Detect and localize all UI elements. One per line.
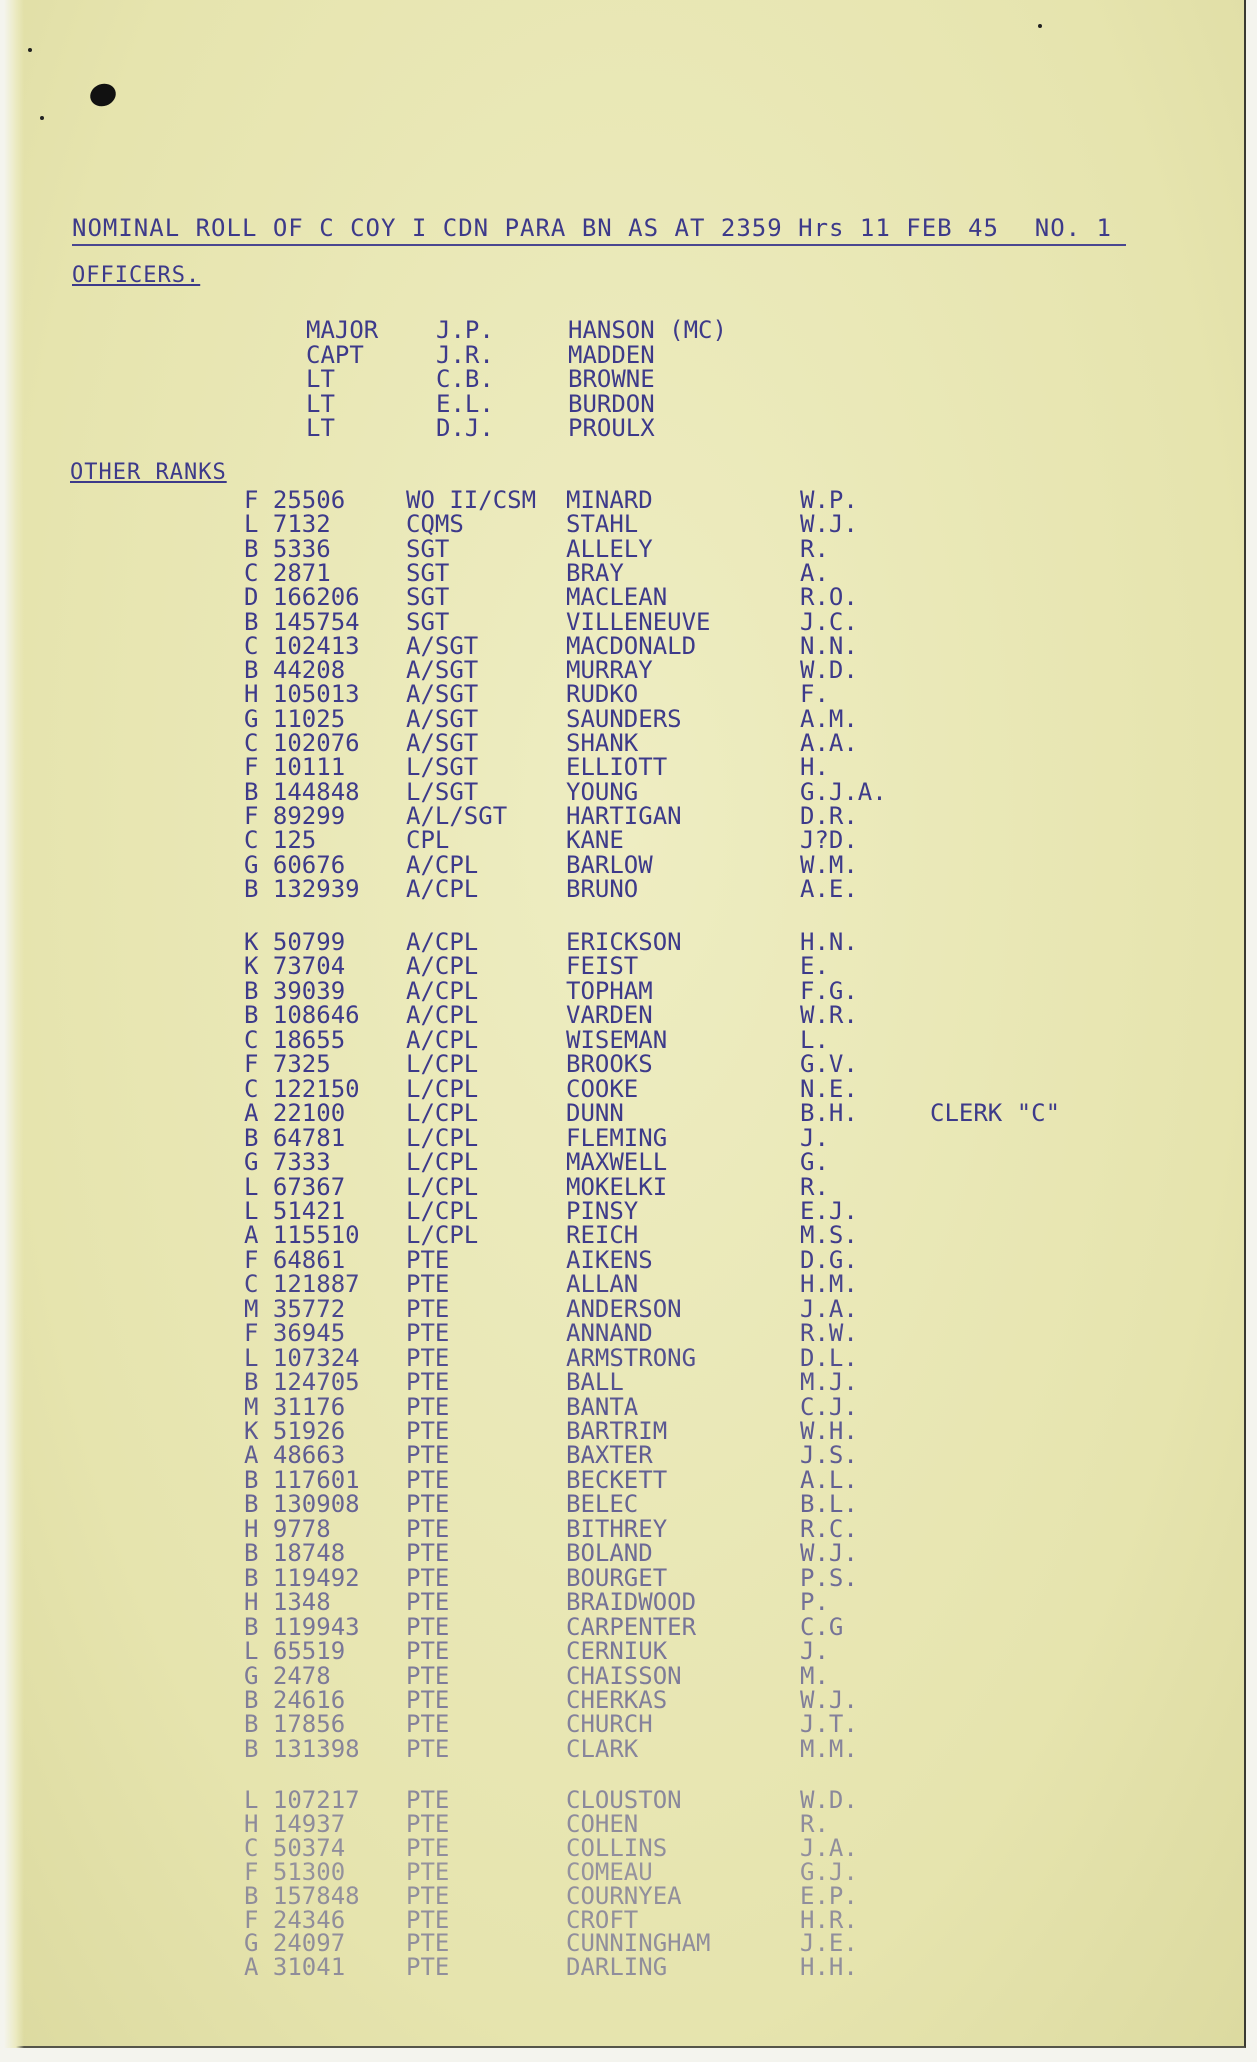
rank: A/CPL xyxy=(406,928,479,956)
rank: A/SGT xyxy=(406,729,479,757)
service-number: L 7132 xyxy=(244,510,331,539)
surname: COOKE xyxy=(566,1074,639,1103)
surname: BROOKS xyxy=(566,1050,653,1079)
page-edge xyxy=(4,0,24,2048)
rank: A/SGT xyxy=(406,656,479,685)
initials: E.P. xyxy=(800,1881,858,1910)
initials: R. xyxy=(800,1172,829,1201)
initials: A. xyxy=(800,558,829,587)
service-number: H 9778 xyxy=(244,1514,331,1543)
surname: ELLIOTT xyxy=(566,753,668,782)
surname: BAXTER xyxy=(566,1441,653,1470)
initials: W.J. xyxy=(800,1685,858,1714)
service-number: B 131398 xyxy=(244,1734,360,1763)
surname: BANTA xyxy=(566,1392,639,1421)
surname: CLOUSTON xyxy=(566,1786,682,1814)
rank: PTE xyxy=(406,1734,450,1763)
rank: PTE xyxy=(406,1368,450,1397)
officer-initials: C.B. xyxy=(436,365,494,393)
service-number: K 50799 xyxy=(244,928,346,956)
surname: PINSY xyxy=(566,1196,639,1225)
service-number: C 122150 xyxy=(244,1074,360,1103)
service-number: B 17856 xyxy=(244,1710,346,1739)
surname: STAHL xyxy=(566,510,639,539)
rank: SGT xyxy=(406,558,450,587)
service-number: C 102076 xyxy=(244,729,360,757)
initials: N.E. xyxy=(800,1074,858,1103)
surname: ALLELY xyxy=(566,534,653,563)
service-number: F 25506 xyxy=(244,486,346,514)
service-number: B 132939 xyxy=(244,874,360,903)
officer-rank: LT xyxy=(306,389,335,418)
rank: PTE xyxy=(406,1637,450,1666)
initials: J. xyxy=(800,1637,829,1666)
initials: C.J. xyxy=(800,1392,858,1421)
surname: BOLAND xyxy=(566,1539,653,1568)
initials: W.H. xyxy=(800,1417,858,1445)
service-number: M 35772 xyxy=(244,1294,346,1323)
rank: A/L/SGT xyxy=(406,801,508,830)
officer-rank: MAJOR xyxy=(306,316,379,344)
service-number: A 31041 xyxy=(244,1953,346,1982)
rank: L/CPL xyxy=(406,1123,479,1152)
initials: D.G. xyxy=(800,1245,858,1274)
initials: G.V. xyxy=(800,1050,858,1079)
speck xyxy=(1038,24,1042,28)
surname: FEIST xyxy=(566,952,639,981)
service-number: K 51926 xyxy=(244,1417,346,1445)
rank: L/CPL xyxy=(406,1074,479,1103)
initials: W.J. xyxy=(800,1539,858,1568)
officer-rank: LT xyxy=(306,414,335,442)
surname: COMEAU xyxy=(566,1857,653,1886)
rank: CQMS xyxy=(406,510,464,539)
initials: R.C. xyxy=(800,1514,858,1543)
rank: PTE xyxy=(406,1588,450,1617)
initials: M.S. xyxy=(800,1221,858,1250)
rank: PTE xyxy=(406,1809,450,1838)
initials: W.R. xyxy=(800,1001,858,1030)
service-number: M 31176 xyxy=(244,1392,346,1421)
initials: R. xyxy=(800,1809,829,1838)
rank: PTE xyxy=(406,1490,450,1519)
service-number: B 39039 xyxy=(244,976,346,1005)
rank: A/CPL xyxy=(406,976,479,1005)
surname: BARTRIM xyxy=(566,1417,668,1445)
rank: PTE xyxy=(406,1319,450,1348)
service-number: G 24097 xyxy=(244,1929,346,1958)
service-number: F 10111 xyxy=(244,753,346,782)
speck xyxy=(28,48,32,52)
surname: MAXWELL xyxy=(566,1148,668,1177)
surname: DARLING xyxy=(566,1953,668,1982)
rank: L/SGT xyxy=(406,777,479,806)
initials: B.L. xyxy=(800,1490,858,1519)
rank: L/CPL xyxy=(406,1221,479,1250)
initials: M.M. xyxy=(800,1734,858,1763)
initials: B.H. xyxy=(800,1099,858,1128)
service-number: K 73704 xyxy=(244,952,346,981)
surname: CARPENTER xyxy=(566,1612,697,1641)
rank: SGT xyxy=(406,534,450,563)
surname: ANDERSON xyxy=(566,1294,682,1323)
surname: WISEMAN xyxy=(566,1025,668,1054)
surname: COLLINS xyxy=(566,1833,668,1862)
initials: F. xyxy=(800,680,829,709)
service-number: G 2478 xyxy=(244,1661,331,1690)
roll-heading xyxy=(72,214,1126,246)
initials: J.S. xyxy=(800,1441,858,1470)
rank: PTE xyxy=(406,1465,450,1494)
rank: PTE xyxy=(406,1441,450,1470)
initials: E. xyxy=(800,952,829,981)
rank: PTE xyxy=(406,1270,450,1299)
initials: P.S. xyxy=(800,1563,858,1592)
rank: A/SGT xyxy=(406,680,479,709)
service-number: B 5336 xyxy=(244,534,331,563)
rank: PTE xyxy=(406,1661,450,1690)
service-number: B 64781 xyxy=(244,1123,346,1152)
service-number: B 119492 xyxy=(244,1563,360,1592)
initials: D.L. xyxy=(800,1343,858,1372)
service-number: G 7333 xyxy=(244,1148,331,1177)
service-number: B 44208 xyxy=(244,656,346,685)
initials: R. xyxy=(800,534,829,563)
surname: BELEC xyxy=(566,1490,639,1519)
ink-blot xyxy=(87,80,119,110)
initials: R.O. xyxy=(800,583,858,612)
service-number: F 36945 xyxy=(244,1319,346,1348)
service-number: C 125 xyxy=(244,826,317,855)
initials: H.R. xyxy=(800,1905,858,1934)
rank: PTE xyxy=(406,1857,450,1886)
initials: G.J. xyxy=(800,1857,858,1886)
surname: ARMSTRONG xyxy=(566,1343,697,1372)
initials: H.M. xyxy=(800,1270,858,1299)
initials: H.H. xyxy=(800,1953,858,1982)
service-number: L 51421 xyxy=(244,1196,346,1225)
rank: L/CPL xyxy=(406,1148,479,1177)
surname: BECKETT xyxy=(566,1465,668,1494)
service-number: B 117601 xyxy=(244,1465,360,1494)
document-page xyxy=(4,0,1246,2048)
initials: M.J. xyxy=(800,1368,858,1397)
service-number: B 108646 xyxy=(244,1001,360,1030)
initials: M. xyxy=(800,1661,829,1690)
service-number: C 121887 xyxy=(244,1270,360,1299)
rank: PTE xyxy=(406,1833,450,1862)
surname: BOURGET xyxy=(566,1563,668,1592)
initials: W.J. xyxy=(800,510,858,539)
surname: ALLAN xyxy=(566,1270,639,1299)
initials: J.A. xyxy=(800,1294,858,1323)
rank: SGT xyxy=(406,607,450,636)
service-number: B 119943 xyxy=(244,1612,360,1641)
surname: FLEMING xyxy=(566,1123,668,1152)
officer-name: BROWNE xyxy=(568,365,655,393)
service-number: G 11025 xyxy=(244,704,346,733)
rank: A/SGT xyxy=(406,704,479,733)
rank: PTE xyxy=(406,1905,450,1934)
initials: L. xyxy=(800,1025,829,1054)
service-number: F 89299 xyxy=(244,801,346,830)
rank: PTE xyxy=(406,1710,450,1739)
rank: PTE xyxy=(406,1786,450,1814)
page-number: NO. 1 xyxy=(1034,214,1112,242)
surname: CLARK xyxy=(566,1734,639,1763)
surname: REICH xyxy=(566,1221,639,1250)
initials: J.C. xyxy=(800,607,858,636)
surname: ANNAND xyxy=(566,1319,653,1348)
rank: L/CPL xyxy=(406,1196,479,1225)
roll-title: NOMINAL ROLL OF C COY I CDN PARA BN AS AT 2359 Hrs 11 FEB 45 xyxy=(72,214,999,242)
officer-initials: D.J. xyxy=(436,414,494,442)
officer-rank: CAPT xyxy=(306,340,364,369)
surname: BARLOW xyxy=(566,850,653,879)
speck xyxy=(40,116,44,120)
initials: R.W. xyxy=(800,1319,858,1348)
initials: W.M. xyxy=(800,850,858,879)
initials: J.E. xyxy=(800,1929,858,1958)
service-number: L 65519 xyxy=(244,1637,346,1666)
surname: CHAISSON xyxy=(566,1661,682,1690)
service-number: C 102413 xyxy=(244,631,360,660)
initials: G.J.A. xyxy=(800,777,887,806)
surname: HARTIGAN xyxy=(566,801,682,830)
service-number: A 115510 xyxy=(244,1221,360,1250)
surname: MACDONALD xyxy=(566,631,697,660)
service-number: B 18748 xyxy=(244,1539,346,1568)
initials: J.A. xyxy=(800,1833,858,1862)
rank: PTE xyxy=(406,1929,450,1958)
surname: YOUNG xyxy=(566,777,639,806)
initials: A.L. xyxy=(800,1465,858,1494)
surname: VILLENEUVE xyxy=(566,607,711,636)
surname: SAUNDERS xyxy=(566,704,682,733)
officer-name: MADDEN xyxy=(568,340,655,369)
surname: COURNYEA xyxy=(566,1881,682,1910)
remark: CLERK "C" xyxy=(930,1099,1061,1128)
rank: PTE xyxy=(406,1612,450,1641)
rank: L/SGT xyxy=(406,753,479,782)
other-ranks-section-label: OTHER RANKS xyxy=(70,460,227,485)
service-number: B 24616 xyxy=(244,1685,346,1714)
service-number: B 130908 xyxy=(244,1490,360,1519)
service-number: F 64861 xyxy=(244,1245,346,1274)
service-number: C 18655 xyxy=(244,1025,346,1054)
service-number: B 157848 xyxy=(244,1881,360,1910)
rank: PTE xyxy=(406,1881,450,1910)
service-number: H 14937 xyxy=(244,1809,346,1838)
initials: H.N. xyxy=(800,928,858,956)
initials: A.E. xyxy=(800,874,858,903)
initials: W.D. xyxy=(800,1786,858,1814)
surname: BRUNO xyxy=(566,874,639,903)
surname: DUNN xyxy=(566,1099,624,1128)
service-number: F 7325 xyxy=(244,1050,331,1079)
rank: WO II/CSM xyxy=(406,486,537,514)
surname: BALL xyxy=(566,1368,624,1397)
service-number: A 48663 xyxy=(244,1441,346,1470)
initials: E.J. xyxy=(800,1196,858,1225)
rank: A/CPL xyxy=(406,1025,479,1054)
rank: PTE xyxy=(406,1539,450,1568)
rank: L/CPL xyxy=(406,1099,479,1128)
surname: MURRAY xyxy=(566,656,653,685)
initials: J. xyxy=(800,1123,829,1152)
surname: MINARD xyxy=(566,486,653,514)
service-number: C 50374 xyxy=(244,1833,346,1862)
surname: RUDKO xyxy=(566,680,639,709)
initials: P. xyxy=(800,1588,829,1617)
service-number: G 60676 xyxy=(244,850,346,879)
service-number: L 107217 xyxy=(244,1786,360,1814)
surname: COHEN xyxy=(566,1809,639,1838)
surname: CHERKAS xyxy=(566,1685,668,1714)
initials: F.G. xyxy=(800,976,858,1005)
rank: A/CPL xyxy=(406,952,479,981)
rank: PTE xyxy=(406,1953,450,1982)
surname: ERICKSON xyxy=(566,928,682,956)
surname: KANE xyxy=(566,826,624,855)
initials: N.N. xyxy=(800,631,858,660)
service-number: F 51300 xyxy=(244,1857,346,1886)
service-number: C 2871 xyxy=(244,558,331,587)
initials: J?D. xyxy=(800,826,858,855)
initials: C.G xyxy=(800,1612,844,1641)
rank: PTE xyxy=(406,1245,450,1274)
rank: L/CPL xyxy=(406,1172,479,1201)
officer-name: HANSON (MC) xyxy=(568,316,727,344)
surname: TOPHAM xyxy=(566,976,653,1005)
surname: MOKELKI xyxy=(566,1172,668,1201)
surname: MACLEAN xyxy=(566,583,668,612)
service-number: B 124705 xyxy=(244,1368,360,1397)
rank: PTE xyxy=(406,1392,450,1421)
rank: PTE xyxy=(406,1685,450,1714)
initials: W.D. xyxy=(800,656,858,685)
officer-initials: J.P. xyxy=(436,316,494,344)
rank: A/CPL xyxy=(406,874,479,903)
surname: CUNNINGHAM xyxy=(566,1929,711,1958)
service-number: D 166206 xyxy=(244,583,360,612)
rank: A/SGT xyxy=(406,631,479,660)
initials: W.P. xyxy=(800,486,858,514)
service-number: H 105013 xyxy=(244,680,360,709)
service-number: A 22100 xyxy=(244,1099,346,1128)
officers-section-label: OFFICERS. xyxy=(72,263,201,288)
rank: PTE xyxy=(406,1563,450,1592)
service-number: L 67367 xyxy=(244,1172,346,1201)
service-number: H 1348 xyxy=(244,1588,331,1617)
officer-initials: E.L. xyxy=(436,389,494,418)
officer-name: PROULX xyxy=(568,414,655,442)
rank: PTE xyxy=(406,1514,450,1543)
officer-name: BURDON xyxy=(568,389,655,418)
service-number: L 107324 xyxy=(244,1343,360,1372)
officer-rank: LT xyxy=(306,365,335,393)
surname: BRAIDWOOD xyxy=(566,1588,697,1617)
surname: BITHREY xyxy=(566,1514,668,1543)
initials: H. xyxy=(800,753,829,782)
rank: PTE xyxy=(406,1417,450,1445)
rank: CPL xyxy=(406,826,450,855)
rank: A/CPL xyxy=(406,1001,479,1030)
rank: SGT xyxy=(406,583,450,612)
surname: VARDEN xyxy=(566,1001,653,1030)
service-number: B 144848 xyxy=(244,777,360,806)
surname: AIKENS xyxy=(566,1245,653,1274)
surname: CERNIUK xyxy=(566,1637,668,1666)
rank: L/CPL xyxy=(406,1050,479,1079)
rank: A/CPL xyxy=(406,850,479,879)
rank: PTE xyxy=(406,1294,450,1323)
officer-initials: J.R. xyxy=(436,340,494,369)
surname: CHURCH xyxy=(566,1710,653,1739)
initials: A.M. xyxy=(800,704,858,733)
service-number: B 145754 xyxy=(244,607,360,636)
rank: PTE xyxy=(406,1343,450,1372)
surname: SHANK xyxy=(566,729,639,757)
initials: J.T. xyxy=(800,1710,858,1739)
initials: G. xyxy=(800,1148,829,1177)
surname: CROFT xyxy=(566,1905,639,1934)
surname: BRAY xyxy=(566,558,624,587)
initials: D.R. xyxy=(800,801,858,830)
service-number: F 24346 xyxy=(244,1905,346,1934)
initials: A.A. xyxy=(800,729,858,757)
